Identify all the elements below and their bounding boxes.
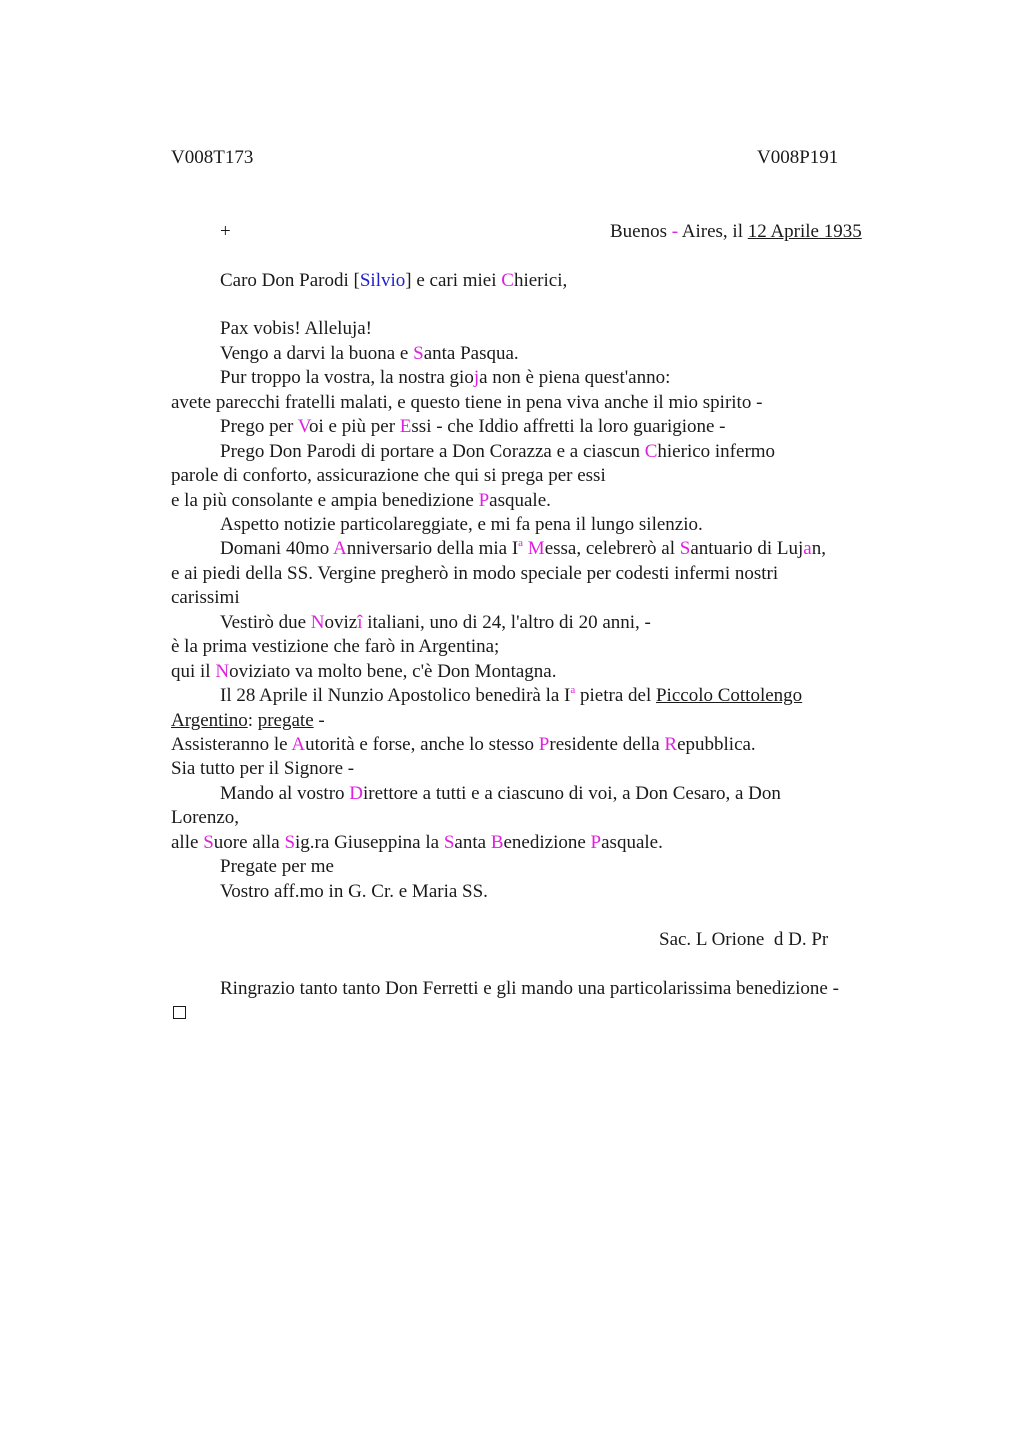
superscript: a [518, 537, 524, 549]
salutation-initial: C [501, 270, 514, 291]
body-line-1: Pax vobis! Alleluja! [220, 318, 372, 339]
initial: N [310, 612, 325, 633]
initial: B [490, 832, 504, 853]
text: Prego Don Parodi di portare a Don Corazza e a ciascun [220, 441, 645, 462]
initial: S [443, 832, 455, 853]
initial: A [332, 538, 347, 559]
body-line-24: Vostro aff.mo in G. Cr. e Maria SS. [220, 881, 488, 902]
body-line-18 [171, 733, 756, 757]
initial: S [203, 832, 214, 853]
text: n, [811, 538, 826, 559]
text: alle [171, 832, 204, 853]
text: anta Pasqua. [423, 343, 519, 364]
body-line-2 [220, 342, 519, 366]
city-dash: - [671, 221, 679, 242]
initial: î [357, 612, 363, 633]
text: a non è piena quest'anno: [479, 367, 671, 388]
text: nniversario della mia I [346, 538, 519, 559]
body-line-17 [171, 709, 325, 733]
body-line-21: Lorenzo, [171, 807, 240, 828]
body-line-13 [220, 611, 651, 635]
initial: a [803, 538, 812, 559]
body-line-9: Aspetto notizie particolareggiate, e mi fa pena il lungo silenzio. [220, 514, 703, 535]
salutation [220, 269, 567, 293]
header-left-code: V008T173 [171, 147, 254, 168]
salutation-text-3: hierici, [513, 270, 568, 291]
text: epubblica. [677, 734, 756, 755]
text: : [247, 710, 258, 731]
text: italiani, uno di 24, l'altro di 20 anni, - [362, 612, 651, 633]
body-line-15 [171, 660, 556, 684]
underlined-text: Argentino [171, 710, 248, 731]
text: Il 28 Aprile il Nunzio Apostolico benedirà la I [220, 685, 571, 706]
initial: A [291, 734, 306, 755]
initial: S [284, 832, 296, 853]
initial: S [413, 343, 424, 364]
text: Vengo a darvi la buona e [220, 343, 414, 364]
body-line-16 [220, 684, 802, 708]
city-part-2: Aires, il [678, 221, 748, 242]
body-line-10 [220, 537, 826, 561]
text: ssi - che Iddio affretti la loro guarigione - [411, 416, 726, 437]
text: Vestirò due [220, 612, 311, 633]
text: e la più consolante e ampia benedizione [171, 490, 479, 511]
text: essa, celebrerò al [544, 538, 680, 559]
text: ig.ra Giuseppina la [295, 832, 444, 853]
text: utorità e forse, anche lo stesso [305, 734, 539, 755]
text: Prego per [220, 416, 298, 437]
underlined-text: Piccolo Cottolengo [655, 685, 803, 706]
initial: S [679, 538, 691, 559]
salutation-name: Silvio [359, 270, 406, 291]
cross-mark: + [220, 221, 231, 242]
body-line-4: avete parecchi fratelli malati, e questo tiene in pena viva anche il mio spirito - [171, 392, 763, 413]
body-line-19: Sia tutto per il Signore - [171, 758, 355, 779]
text: oviz [324, 612, 358, 633]
city-part-1: Buenos [610, 221, 667, 242]
initial: D [349, 783, 364, 804]
salutation-text-1: Caro Don Parodi [ [220, 270, 360, 291]
text: hierico infermo [657, 441, 776, 462]
text: residente della [549, 734, 665, 755]
postscript: Ringrazio tanto tanto Don Ferretti e gli mando una particolarissima benedizione - [220, 978, 839, 999]
letter-date: 12 Aprile 1935 [747, 221, 862, 242]
initial: R [664, 734, 678, 755]
initial: P [538, 734, 550, 755]
initial: E [399, 416, 412, 437]
body-line-14: è la prima vestizione che farò in Argentina; [171, 636, 500, 657]
underlined-text: pregate [257, 710, 314, 731]
text: antuario di Luj [690, 538, 804, 559]
date-line [610, 220, 862, 244]
text: asquale. [601, 832, 663, 853]
body-line-22 [171, 831, 663, 855]
text: pietra del [575, 685, 656, 706]
initial: M [527, 538, 545, 559]
header-right-code: V008P191 [757, 147, 839, 168]
text: anta [454, 832, 491, 853]
initial: C [644, 441, 658, 462]
body-line-7: parole di conforto, assicurazione che qui si prega per essi [171, 465, 606, 486]
text: Assisteranno le [171, 734, 292, 755]
checkbox-square-icon [173, 1006, 186, 1019]
text: Domani 40mo [220, 538, 333, 559]
body-line-20 [220, 782, 781, 806]
body-line-12: carissimi [171, 587, 240, 608]
initial: j [473, 367, 480, 388]
body-line-6 [220, 440, 775, 464]
text: - [313, 710, 325, 731]
body-line-5 [220, 415, 726, 439]
text: enedizione [503, 832, 591, 853]
body-line-11: e ai piedi della SS. Vergine pregherò in modo speciale per codesti infermi nostri [171, 563, 779, 584]
body-line-23: Pregate per me [220, 856, 334, 877]
initial: V [297, 416, 310, 437]
text: asquale. [489, 490, 551, 511]
signature: Sac. L Orione d D. Pr [659, 929, 829, 950]
text: oviziato va molto bene, c'è Don Montagna. [229, 661, 557, 682]
initial: P [478, 490, 490, 511]
text: Mando al vostro [220, 783, 350, 804]
initial: N [215, 661, 230, 682]
body-line-8 [171, 489, 551, 513]
text: oi e più per [309, 416, 400, 437]
text: irettore a tutti e a ciascuno di voi, a Don Cesaro, a Don [363, 783, 781, 804]
text: qui il [171, 661, 216, 682]
superscript: a [570, 684, 576, 696]
text: Pur troppo la vostra, la nostra gio [220, 367, 474, 388]
salutation-text-2: ] e cari miei [405, 270, 502, 291]
initial: P [590, 832, 602, 853]
text: uore alla [213, 832, 285, 853]
body-line-3 [220, 366, 670, 390]
